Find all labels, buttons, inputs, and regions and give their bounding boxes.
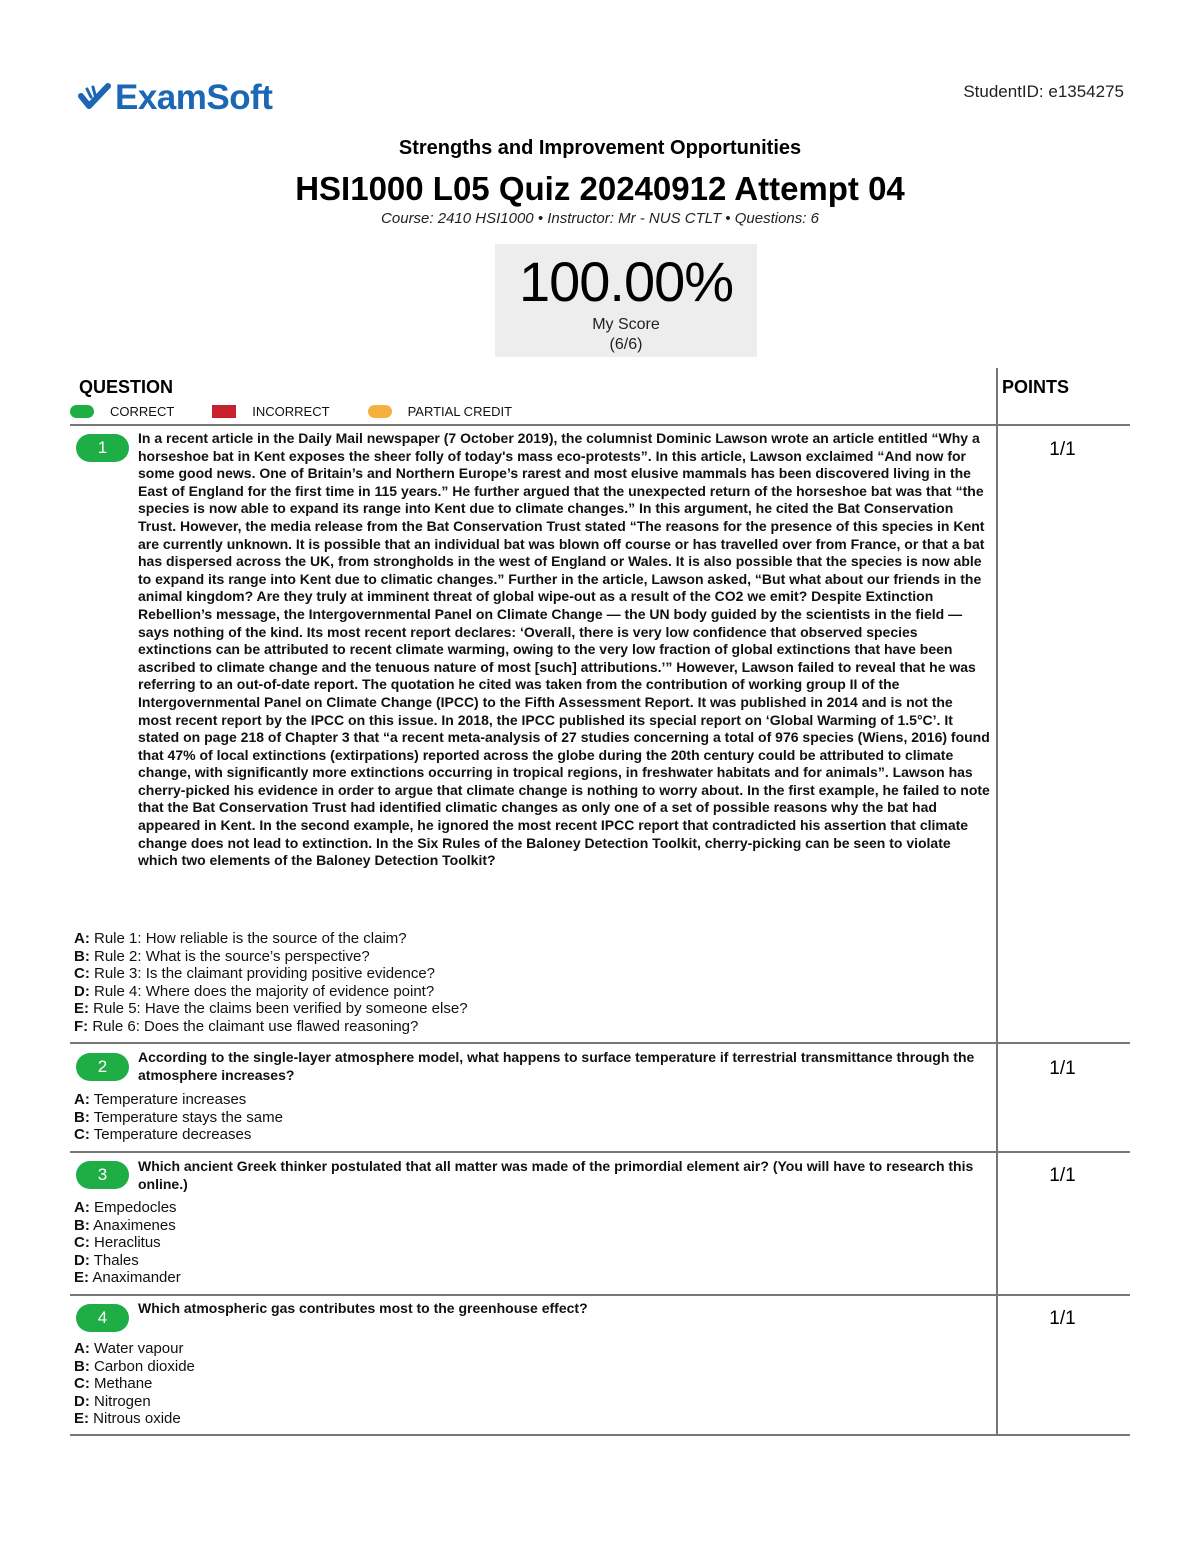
option-text: Temperature stays the same (93, 1108, 283, 1126)
question-text: In a recent article in the Daily Mail newspaper (7 October 2019), the columnist Dominic Lawson wrote an article entitled “Why a horseshoe bat in Kent exposes the sheer folly of today's mass eco-protests”. In this article, Lawson exclaimed “And now for some good news. One of Britain’s and Northern Europe’s rarest and most elusive mammals has been discovered living in the East of England for the first time in 115 years.” He further argued that the unexpected return of the horseshoe bat was that “the species is now able to expand its range into Kent due to climate changes.” In this argument, he cited the Bat Conservation Trust. However, the media release from the Bat Conservation Trust stated “The reasons for the presence of this species in Kent are currently unknown. It is possible that an individual bat was blown off course or has travelled over from France, or that a bat has dispersed across the UK, from strongholds in the west of England or Wales. It is also possible that the species is now able to expand its range into Kent due to climatic changes.” Further in the article, Lawson asked, “But what about our friends in the animal kingdom? Are they truly at imminent threat of global wipe-out as a result of the CO2 we emit? Despite Extinction Rebellion’s message, the Intergovernmental Panel on Climate Change — the UN body guided by the scientists in the field — says nothing of the kind. Its most recent report declares: ‘Overall, there is very low confidence that observed species extinctions can be attributed to recent climate warming, owing to the very low fraction of global extinctions that have been ascribed to climate change and the tenuous nature of most [such] attributions.’” However, Lawson failed to reveal that he was referring to an out-of-date report. The quotation he cited was taken from the contribution of working group II of the Intergovernmental Panel on Climate Change (IPCC) to the Fifth Assessment Report. It was published in 2014 and is not the most recent report by the IPCC on this issue. In 2018, the IPCC published its special report on ‘Global Warming of 1.5°C’. It stated on page 218 of Chapter 3 that “a recent meta-analysis of 27 studies concerning a total of 976 species (Wiens, 2016) found that 47% of local extinctions (extirpations) reported across the globe during the 20th century could be attributed to climate change, with significantly more extinctions occurring in tropical regions, in freshwater habitats and for animals”. Lawson has cherry-picked his evidence in order to argue that climate change is nothing to worry about. In the first example, he failed to note that the Bat Conservation Trust had identified climatic changes as only one of a set of possible reasons why the bat had appeared in Kent. In the second example, he ignored the most recent IPCC report that contradicted his assertion that climate change does not lead to extinction. In the Six Rules of the Baloney Detection Toolkit, cherry-picking can be seen to violate which two elements of the Baloney Detection Toolkit? (138, 430, 990, 869)
question-column-header: QUESTION (79, 377, 174, 397)
answer-option (74, 1126, 974, 1144)
logo-text: ExamSoft (115, 78, 273, 117)
option-key: A: (74, 1091, 90, 1108)
answer-option (74, 1269, 974, 1287)
question-number-badge: 2 (76, 1053, 129, 1081)
option-key: D: (74, 1392, 90, 1410)
option-key: E: (74, 1410, 89, 1428)
question-points: 1/1 (1049, 1058, 1076, 1079)
answer-option (74, 1000, 974, 1018)
option-key: B: (74, 1216, 90, 1234)
report-subtitle: Strengths and Improvement Opportunities (398, 137, 802, 159)
option-key: F: (74, 1017, 89, 1035)
partial-credit-swatch (368, 405, 392, 418)
points-column-header: POINTS (1002, 377, 1070, 397)
option-key: A: (74, 1199, 90, 1216)
answer-option (74, 1410, 974, 1428)
answer-option (74, 948, 974, 966)
option-text: Heraclitus (94, 1234, 161, 1252)
answer-option (74, 1340, 974, 1358)
answer-options (74, 1340, 974, 1428)
answer-option (74, 1217, 974, 1235)
answer-option (74, 1375, 974, 1393)
option-text: Temperature increases (93, 1091, 247, 1108)
option-key: C: (74, 1375, 90, 1393)
option-text: Rule 4: Where does the majority of evidence point? (94, 982, 435, 1000)
examsoft-logo (78, 78, 272, 118)
answer-options (74, 1091, 974, 1144)
option-text: Temperature decreases (93, 1126, 252, 1144)
option-text: Thales (93, 1251, 139, 1269)
option-text: Rule 2: What is the source’s perspective? (94, 947, 370, 965)
option-text: Methane (94, 1375, 153, 1393)
question-points: 1/1 (1049, 439, 1076, 460)
question-text: Which atmospheric gas contributes most to the greenhouse effect? (138, 1300, 588, 1316)
answer-options (74, 1199, 974, 1287)
score-box (495, 244, 757, 357)
legend-label-partial: PARTIAL CREDIT (407, 404, 513, 419)
score-percent: 100.00% (518, 250, 734, 313)
option-text: Empedocles (94, 1199, 177, 1216)
row-divider (70, 424, 1130, 426)
answer-option (74, 1358, 974, 1376)
option-key: D: (74, 982, 90, 1000)
row-divider (70, 1294, 1130, 1296)
option-text: Rule 5: Have the claims been verified by someone else? (93, 1000, 468, 1018)
option-key: B: (74, 1357, 90, 1375)
option-text: Rule 1: How reliable is the source of the claim? (94, 930, 407, 947)
option-key: E: (74, 1269, 89, 1287)
option-key: C: (74, 1234, 90, 1252)
option-text: Carbon dioxide (94, 1357, 195, 1375)
question-number-badge: 1 (76, 434, 129, 462)
legend-label-incorrect: INCORRECT (252, 404, 330, 419)
answer-option (74, 1199, 974, 1217)
option-text: Rule 6: Does the claimant use flawed reasoning? (92, 1017, 419, 1035)
question-number-badge: 3 (76, 1161, 129, 1189)
status-legend (70, 404, 548, 419)
legend-label-correct: CORRECT (110, 404, 175, 419)
option-key: B: (74, 947, 90, 965)
exam-title: HSI1000 L05 Quiz 20240912 Attempt 04 (295, 170, 905, 207)
answer-option (74, 930, 974, 948)
answer-option (74, 983, 974, 1001)
answer-option (74, 1018, 974, 1036)
option-key: C: (74, 1126, 90, 1144)
row-divider (70, 1434, 1130, 1436)
row-divider (70, 1042, 1130, 1044)
option-key: E: (74, 1000, 89, 1018)
answer-option (74, 965, 974, 983)
incorrect-swatch (212, 405, 236, 418)
answer-option (74, 1393, 974, 1411)
answer-options (74, 930, 974, 1036)
option-text: Anaximander (92, 1269, 181, 1287)
question-number-badge: 4 (76, 1304, 129, 1332)
option-key: C: (74, 965, 90, 983)
option-text: Anaximenes (93, 1216, 176, 1234)
question-text: According to the single-layer atmosphere model, what happens to surface temperature if terrestrial transmittance through the atmosphere increases? (138, 1049, 975, 1083)
option-text: Water vapour (94, 1340, 184, 1357)
option-text: Nitrogen (94, 1392, 151, 1410)
answer-option (74, 1091, 974, 1109)
course-meta: Course: 2410 HSI1000 • Instructor: Mr - NUS CTLT • Questions: 6 (381, 210, 819, 227)
option-text: Rule 3: Is the claimant providing positive evidence? (94, 965, 436, 983)
option-key: D: (74, 1251, 90, 1269)
checkmark-logo-icon (78, 82, 112, 114)
column-divider (996, 368, 998, 1434)
option-key: A: (74, 930, 90, 947)
question-points: 1/1 (1049, 1165, 1076, 1186)
correct-swatch (70, 405, 94, 418)
option-key: A: (74, 1340, 90, 1357)
answer-option (74, 1252, 974, 1270)
row-divider (70, 1151, 1130, 1153)
student-id: StudentID: e1354275 (963, 82, 1124, 101)
question-points: 1/1 (1049, 1308, 1076, 1329)
answer-option (74, 1234, 974, 1252)
option-key: B: (74, 1108, 90, 1126)
option-text: Nitrous oxide (93, 1410, 181, 1428)
question-text: Which ancient Greek thinker postulated that all matter was made of the primordial element air? (You will have to research this online.) (138, 1158, 974, 1192)
score-label: My Score (592, 316, 660, 333)
score-fraction: (6/6) (609, 336, 643, 353)
answer-option (74, 1109, 974, 1127)
